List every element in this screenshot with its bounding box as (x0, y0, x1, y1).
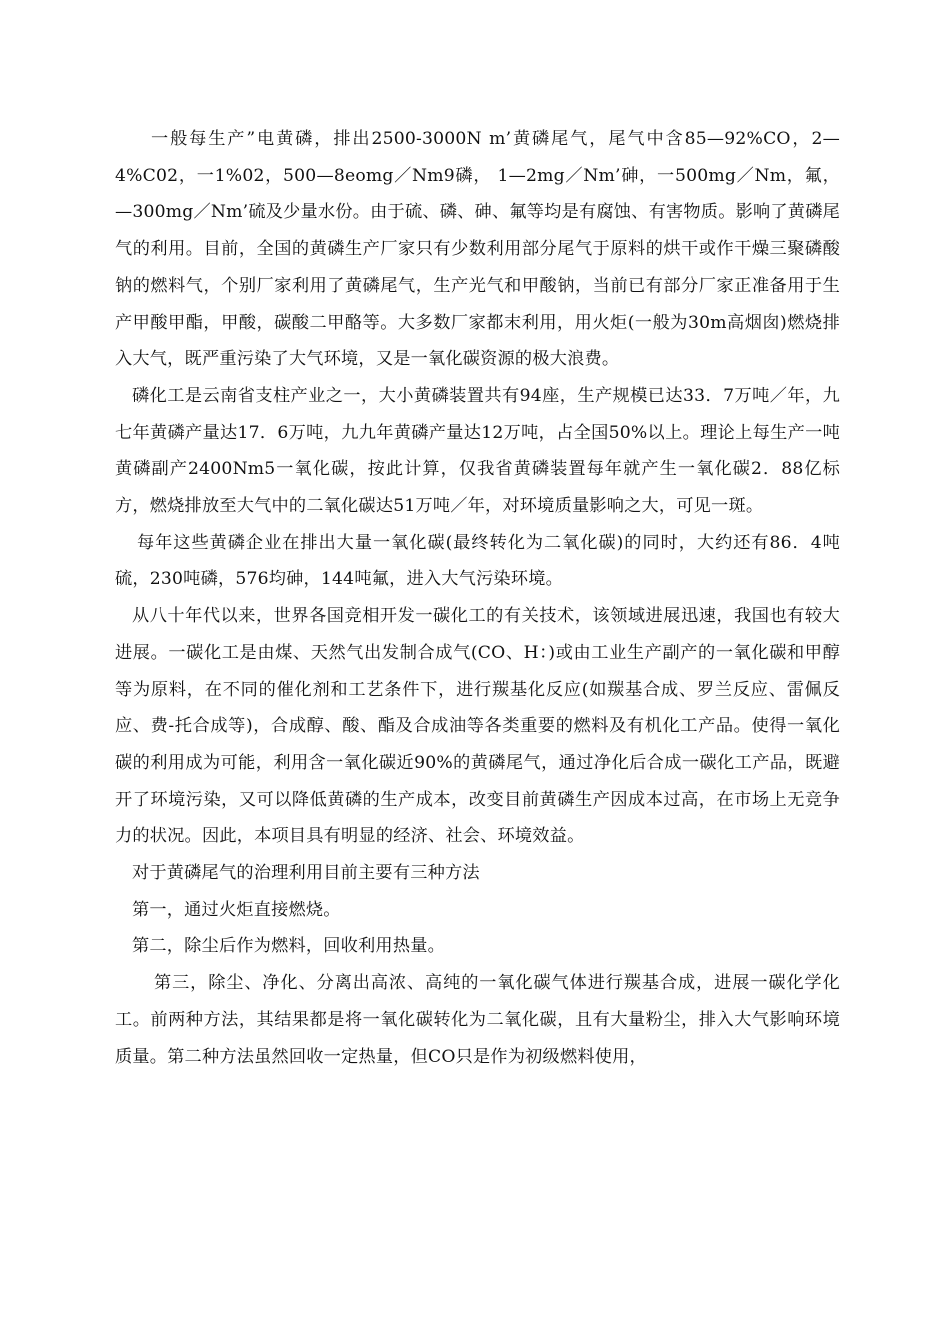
paragraph-6: 第一，通过火炬直接燃烧。 (132, 899, 341, 920)
paragraph-2: 磷化工是云南省支柱产业之一，大小黄磷装置共有94座，生产规模已达33．7万吨／年，九七年黄磷产量达17．6万吨，九九年黄磷产量达12万吨，占全国50%以上。理论上每生产一吨黄磷副产2400Nm5一氧化碳，按此计算，仅我省黄磷装置每年就产生一氧化碳2．88亿标方，燃烧排放至大气中的二氧化碳达51万吨／年，对环境质量影响之大，可见一斑。 (115, 385, 840, 517)
paragraph-1: 一般每生产”电黄磷，排出2500-3000N m’黄磷尾气，尾气中含85—92%CO，2—4%C02，一1%02，500—8eomg／Nm9磷， 1—2mg／Nm’砷，一500mg／Nm，氟，—300mg／Nm’硫及少量水份。由于硫、磷、砷、氟等均是有腐蚀、有害物质。影响了黄磷尾气的利用。目前，全国的黄磷生产厂家只有少数利用部分尾气于原料的烘干或作干燥三聚磷酸钠的燃料气，个别厂家利用了黄磷尾气，生产光气和甲酸钠，当前已有部分厂家正准备用于生产甲酸甲酯，甲酸，碳酸二甲酪等。大多数厂家都末利用，用火炬(一般为30m高烟囱)燃烧排入大气，既严重污染了大气环境，又是一氧化碳资源的极大浪费。 (115, 129, 840, 370)
paragraph-3: 每年这些黄磷企业在排出大量一氧化碳(最终转化为二氧化碳)的同时，大约还有86．4吨硫，230吨磷，576均砷，144吨氟，进入大气污染环境。 (115, 532, 840, 590)
paragraph-4: 从八十年代以来，世界各国竞相开发一碳化工的有关技术，该领域进展迅速，我国也有较大进展。一碳化工是由煤、天然气出发制合成气(CO、H：)或由工业生产副产的一氧化碳和甲醇等为原料，在不同的催化剂和工艺条件下，进行羰基化反应(如羰基合成、罗兰反应、雷佩反应、费-托合成等)，合成醇、酸、酯及合成油等各类重要的燃料及有机化工产品。使得一氧化碳的利用成为可能，利用含一氧化碳近90%的黄磷尾气，通过净化后合成一碳化工产品，既避开了环境污染，又可以降低黄磷的生产成本，改变目前黄磷生产因成本过高，在市场上无竞争力的状况。因此，本项目具有明显的经济、社会、环境效益。 (115, 606, 840, 847)
paragraph-5: 对于黄磷尾气的治理利用目前主要有三种方法 (132, 863, 480, 884)
paragraph-8: 第三，除尘、净化、分离出高浓、高纯的一氧化碳气体进行羰基合成，进展一碳化学化工。前两种方法，其结果都是将一氧化碳转化为二氧化碳，且有大量粉尘，排入大气影响环境质量。第二种方法虽然回收一定热量，但CO只是作为初级燃料使用， (115, 973, 840, 1067)
document-body (115, 121, 840, 1075)
paragraph-7: 第二，除尘后作为燃料，回收利用热量。 (132, 936, 445, 957)
